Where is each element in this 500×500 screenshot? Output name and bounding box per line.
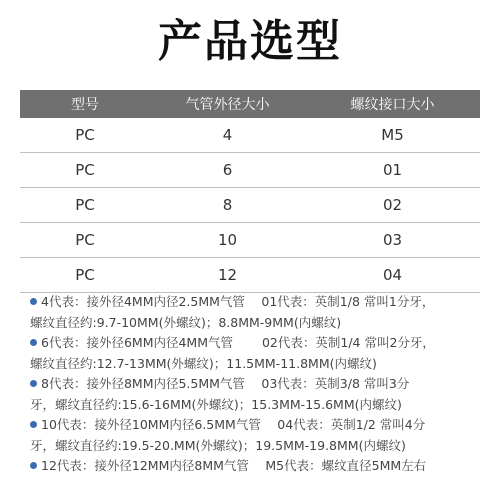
- header-model: 型号: [71, 97, 99, 113]
- spec-notes: [30, 292, 492, 477]
- table-row: [20, 153, 480, 188]
- bullet-dot-icon: [30, 339, 37, 346]
- table-row: [20, 118, 480, 153]
- note-item: [30, 415, 492, 456]
- note-line: 6代表：接外径6MM内径4MM气管 02代表：英制1/4 常叫2分牙，: [41, 335, 435, 350]
- note-line: 12代表：接外径12MM内径8MM气管 M5代表：螺纹直径5MM左右: [41, 458, 427, 473]
- bullet-dot-icon: [30, 421, 37, 428]
- note-line: 牙，螺纹直径约:15.6-16MM(外螺纹)；15.3MM-15.6MM(内螺纹): [30, 396, 402, 412]
- note-line: 8代表：接外径8MM内径5.5MM气管 03代表：英制3/8 常叫3分: [41, 376, 410, 391]
- table-row: [20, 188, 480, 223]
- cell-thread-size: 03: [382, 231, 403, 249]
- note-line: 10代表：接外径10MM内径6.5MM气管 04代表：英制1/2 常叫4分: [41, 417, 426, 432]
- note-line: 牙，螺纹直径约:19.5-20.MM(外螺纹)；19.5MM-19.8MM(内螺纹): [30, 437, 406, 453]
- note-line: 螺纹直径约:12.7-13MM(外螺纹)；11.5MM-11.8MM(内螺纹): [30, 355, 377, 371]
- table-row: [20, 258, 480, 293]
- cell-thread-size: 02: [382, 196, 403, 214]
- cell-tube-diameter: 6: [222, 161, 233, 179]
- header-tube-diameter: 气管外径大小: [185, 97, 270, 113]
- spec-table: [20, 90, 480, 293]
- note-line: 螺纹直径约:9.7-10MM(外螺纹)；8.8MM-9MM(内螺纹): [30, 314, 342, 330]
- cell-thread-size: 04: [382, 266, 403, 284]
- note-line: 4代表：接外径4MM内径2.5MM气管 01代表：英制1/8 常叫1分牙，: [41, 294, 435, 309]
- cell-tube-diameter: 12: [217, 266, 238, 284]
- cell-model: PC: [75, 161, 95, 179]
- note-item: [30, 374, 492, 415]
- cell-tube-diameter: 8: [222, 196, 233, 214]
- cell-tube-diameter: 10: [217, 231, 238, 249]
- cell-tube-diameter: 4: [222, 126, 233, 144]
- cell-thread-size: 01: [382, 161, 403, 179]
- header-thread-size: 螺纹接口大小: [350, 97, 435, 113]
- cell-model: PC: [75, 196, 95, 214]
- cell-model: PC: [75, 126, 95, 144]
- cell-thread-size: M5: [381, 126, 404, 144]
- page-title: 产品选型: [158, 16, 342, 67]
- cell-model: PC: [75, 231, 95, 249]
- note-item: [30, 333, 492, 374]
- table-row: [20, 223, 480, 258]
- bullet-dot-icon: [30, 298, 37, 305]
- bullet-dot-icon: [30, 462, 37, 469]
- bullet-dot-icon: [30, 380, 37, 387]
- cell-model: PC: [75, 266, 95, 284]
- note-item: [30, 292, 492, 333]
- table-header: [20, 90, 480, 118]
- note-item: [30, 456, 492, 477]
